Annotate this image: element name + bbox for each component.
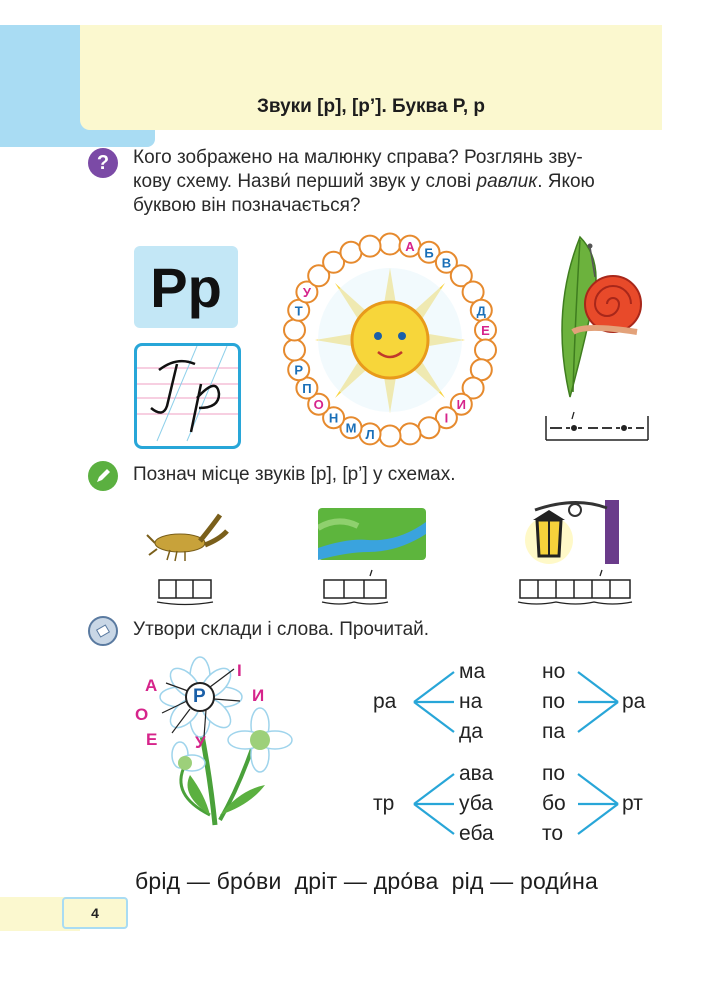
sun-ring-letter: И (456, 397, 466, 413)
eraser-icon (88, 616, 118, 646)
river-scheme (320, 568, 390, 606)
question-icon: ? (88, 148, 118, 178)
flower-petal-letter: Е (146, 730, 158, 749)
sun-ring-letter: В (441, 255, 452, 271)
sun-ring-letter: У (302, 285, 311, 300)
syllable: по (542, 762, 566, 785)
sun-ring-letter: І (444, 410, 449, 426)
flower-petal-letter: А (145, 676, 158, 695)
pencil-icon (88, 461, 118, 491)
page-title: Звуки [р], [р’]. Буква Р, р (256, 96, 486, 117)
sun-ring-letter: О (313, 397, 324, 413)
lantern-illustration (515, 498, 625, 568)
sun-ring-circle (360, 236, 381, 257)
sun-ring-letter: Т (294, 303, 303, 319)
syllable: па (542, 720, 566, 743)
task1-line2: кову схему. Назви́ перший звук у слові равлик. Якою (133, 171, 595, 192)
sun-ring-circle (380, 234, 401, 255)
script-letter-card (134, 343, 241, 449)
syllable: но (542, 660, 566, 683)
syllable-end: ра (622, 690, 646, 713)
syllable: еба (459, 822, 494, 845)
snail-illustration (545, 232, 645, 402)
sun-ring-circle (419, 417, 440, 438)
sun-ring-circle (284, 320, 305, 341)
syllable: уба (459, 792, 493, 815)
task1-italic-word: равлик (476, 171, 538, 192)
sun-face (352, 302, 428, 378)
syllable: ава (459, 762, 494, 785)
letter-card: Рр (134, 246, 238, 328)
sun-ring-letter: М (345, 420, 357, 436)
sun-ring-letter: Д (476, 303, 486, 319)
sun-letter-wheel (270, 228, 510, 453)
sun-ring-letter: А (405, 239, 415, 255)
crayfish-scheme (155, 574, 215, 606)
flower-petal-letter: И (252, 686, 265, 705)
crayfish-illustration (145, 505, 230, 565)
task2-text: Познач місце звуків [р], [р’] у схемах. (133, 464, 456, 485)
page-number: 4 (62, 897, 128, 929)
syllable: бо (542, 792, 566, 815)
flower-petal-letter: У (195, 733, 206, 752)
sun-ring-letter: Н (328, 410, 339, 426)
flower-petal-letter: І (237, 661, 242, 680)
syllable-root: тр (373, 792, 395, 815)
flower-petal-letter: О (135, 705, 149, 724)
task1-line3: буквою він позначається? (133, 195, 361, 216)
words-line: брід — бро́ви дріт — дро́ва рід — роди́на (135, 868, 598, 894)
syllable: то (542, 822, 564, 845)
sun-ring-circle (341, 242, 362, 263)
syllable: на (459, 690, 483, 713)
sun-ring-circle (400, 423, 421, 444)
river-illustration (318, 508, 426, 560)
flower-center-letter: Р (193, 686, 206, 707)
snail-sound-scheme (542, 410, 652, 446)
lantern-scheme (516, 568, 634, 606)
sun-ring-letter: П (302, 381, 312, 396)
task3-text: Утвори склади і слова. Прочитай. (133, 619, 430, 640)
syllable: ма (459, 660, 486, 683)
task1-text (133, 146, 673, 218)
syllable: да (459, 720, 483, 743)
syllable-root: ра (373, 690, 397, 713)
sun-ring-letter: Е (481, 323, 490, 338)
sun-ring-letter: Л (365, 426, 375, 442)
sun-ring-circle (475, 340, 496, 361)
sun-ring-circle (380, 426, 401, 447)
sun-ring-letter: Р (294, 362, 304, 378)
script-letter-drawing (137, 346, 238, 446)
sun-ring-letter: Б (424, 245, 434, 261)
sun-ring-circle (284, 340, 305, 361)
task1-line1: Кого зображено на малюнку справа? Розглянь зву- (133, 147, 583, 168)
syllable: по (542, 690, 566, 713)
syllable-end: рт (622, 792, 643, 815)
